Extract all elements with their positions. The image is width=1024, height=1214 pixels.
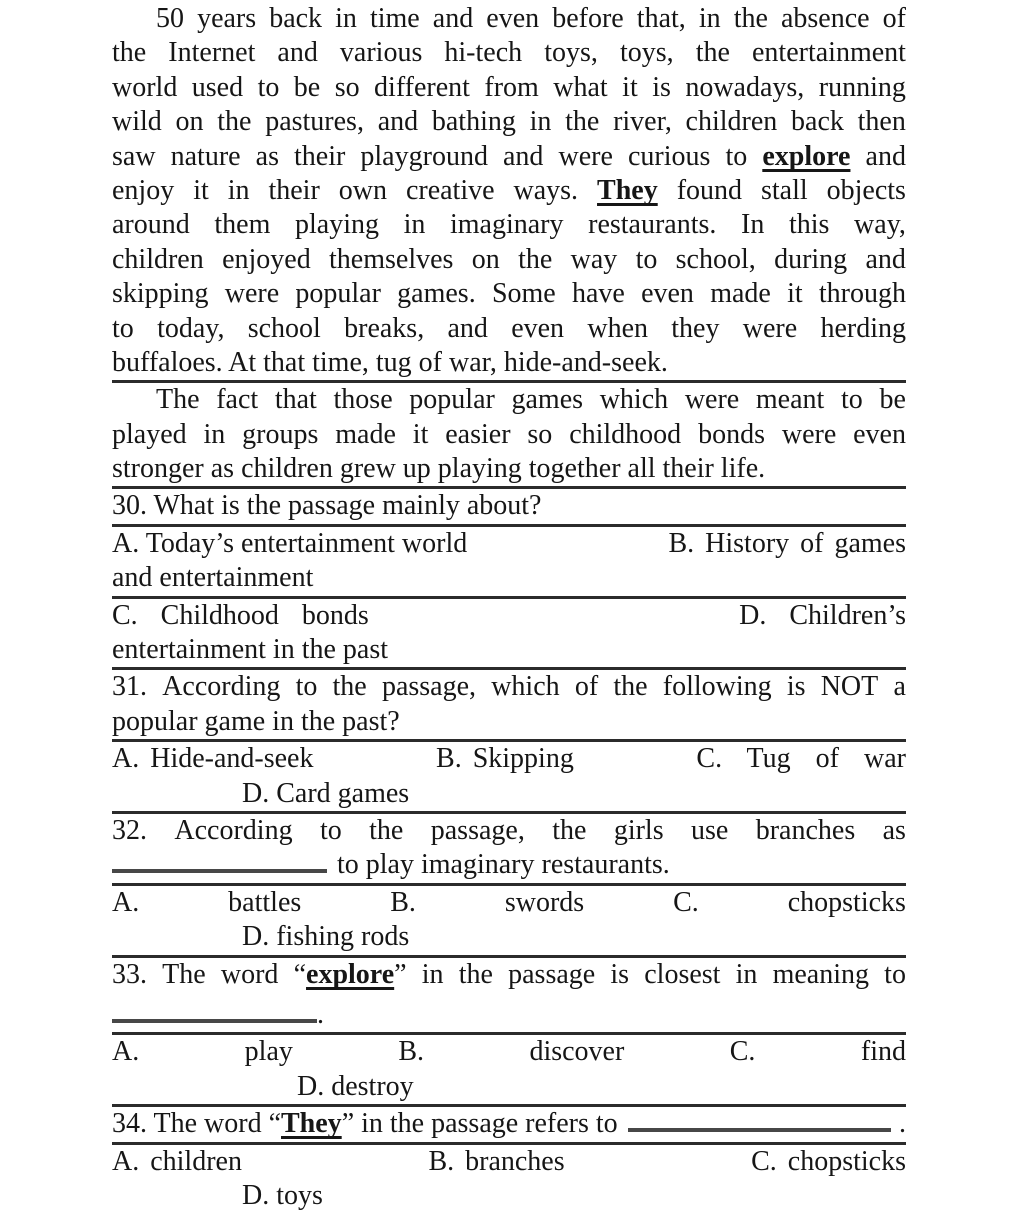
question-31: [112, 670, 906, 739]
text-after-word: ” in the passage refers to: [341, 1108, 618, 1140]
question-31-options: [112, 742, 906, 811]
text-line: around them playing in imaginary restaurants. In this way,: [112, 209, 906, 241]
answer-blank: [112, 849, 327, 873]
option-b: B. Skipping: [436, 743, 574, 775]
option-d: D. fishing rods: [242, 921, 410, 953]
passage-paragraph-1: [112, 2, 906, 380]
option-a: A. children: [112, 1145, 242, 1177]
question-34-options: [112, 1145, 906, 1214]
text-line: children enjoyed themselves on the way to school, during and: [112, 243, 906, 275]
text-line: world used to be so different from what it is nowadays, running: [112, 71, 906, 103]
question-32-options: [112, 886, 906, 955]
text-line: to today, school breaks, and even when they were herding: [112, 312, 906, 344]
answer-blank: [112, 999, 317, 1023]
option-c: C. chopsticks: [751, 1145, 906, 1177]
text-line: wild on the pastures, and bathing in the river, children back then: [112, 106, 906, 138]
text-line: 32. According to the passage, the girls use branches as: [112, 814, 906, 846]
text-line: buffaloes. At that time, tug of war, hide-and-seek.: [112, 346, 668, 378]
text-before-word: 34. The word “: [112, 1108, 281, 1140]
option-b: B. History of games: [668, 527, 906, 559]
text-line: 50 years back in time and even before that, in the absence of: [156, 3, 906, 34]
period: .: [899, 1108, 906, 1140]
question-34: [112, 1107, 906, 1141]
text-line: [112, 848, 906, 882]
passage-paragraph-2: [112, 383, 906, 486]
option-d: D. Children’s: [739, 599, 906, 631]
option-d: D. toys: [242, 1179, 323, 1211]
options-line: A. play B. discover C. find: [112, 1036, 906, 1068]
option-c: C. Childhood bonds: [112, 599, 369, 631]
options-line: A. battles B. swords C. chopsticks: [112, 886, 906, 918]
option-b-continuation: and entertainment: [112, 562, 314, 594]
text-line: 31. According to the passage, which of the following is NOT a: [112, 671, 906, 703]
period: .: [317, 998, 324, 1030]
bold-word-they: They: [281, 1108, 342, 1140]
question-32: [112, 814, 906, 883]
question-33: [112, 958, 906, 1033]
text-line: [112, 992, 906, 1032]
answer-blank: [628, 1108, 891, 1132]
text-line: saw nature as their playground and were curious to explore and: [112, 140, 906, 172]
blank-suffix-text: to play imaginary restaurants.: [337, 849, 670, 881]
question-30-options-cd: [112, 599, 906, 668]
option-a: A. Hide-and-seek: [112, 743, 314, 775]
option-a: A. Today’s entertainment world: [112, 527, 468, 559]
text-line: 33. The word “explore” in the passage is closest in meaning to: [112, 958, 906, 990]
text-line: skipping were popular games. Some have even made it through: [112, 278, 906, 310]
text-line: stronger as children grew up playing together all their life.: [112, 453, 766, 485]
option-d: D. destroy: [297, 1070, 414, 1102]
option-b: B. branches: [428, 1145, 565, 1177]
text-line: the Internet and various hi-tech toys, toys, the entertainment: [112, 37, 906, 69]
text-line: The fact that those popular games which were meant to be: [156, 384, 906, 416]
question-30-options-ab: [112, 527, 906, 596]
option-c: C. Tug of war: [696, 743, 906, 775]
question-33-options: [112, 1035, 906, 1104]
option-d-continuation: entertainment in the past: [112, 634, 389, 666]
question-30: 30. What is the passage mainly about?: [112, 490, 542, 522]
option-d: D. Card games: [242, 777, 410, 809]
text-line: played in groups made it easier so childhood bonds were even: [112, 418, 906, 450]
text-line: popular game in the past?: [112, 705, 400, 737]
text-line: enjoy it in their own creative ways. They found stall objects: [112, 174, 906, 206]
